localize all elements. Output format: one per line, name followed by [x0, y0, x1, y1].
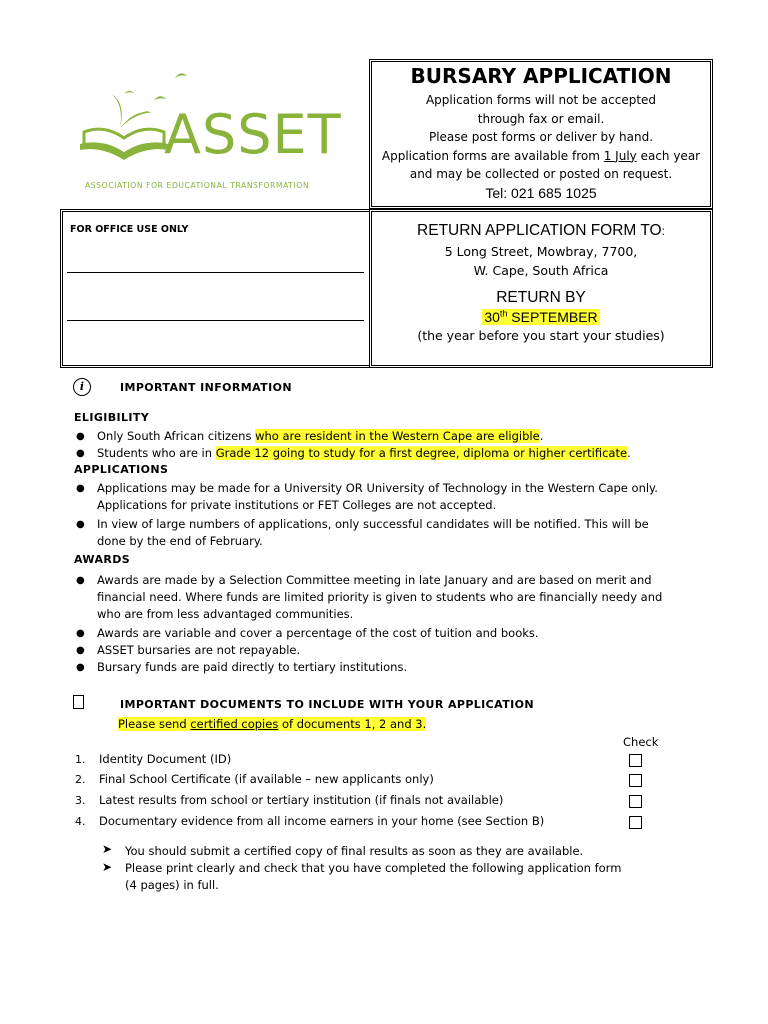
date-day: 30	[484, 308, 500, 325]
section-heading: IMPORTANT DOCUMENTS TO INCLUDE WITH YOUR APPLICATION	[120, 698, 534, 711]
document-item: Documentary evidence from all income earners in your home (see Section B)	[99, 814, 545, 828]
highlighted-text: who are resident in the Western Cape are eligible	[255, 429, 540, 443]
notice-line: Application forms will not be accepted	[425, 93, 657, 107]
list-item	[97, 572, 662, 623]
item-text: Awards are made by a Selection Committee meeting in late January and are based on merit and	[97, 573, 652, 587]
item-text: .	[539, 429, 544, 443]
bullet-icon: ●	[76, 519, 85, 530]
item-number: 4.	[75, 815, 86, 828]
list-item: ASSET bursaries are not repayable.	[97, 643, 301, 657]
return-address	[372, 243, 710, 280]
arrow-bullet-icon: ➤	[102, 842, 113, 856]
date-suffix: th	[499, 308, 508, 318]
send-instruction	[118, 716, 426, 733]
certified-copies-text: certified copies	[190, 717, 279, 731]
notice-line: Please post forms or deliver by hand.	[428, 130, 654, 144]
document-checkbox[interactable]	[629, 774, 642, 787]
telephone: Tel: 021 685 1025	[485, 184, 597, 201]
notice-text: each year	[636, 148, 701, 163]
return-by-date	[372, 308, 710, 325]
document-checkbox[interactable]	[629, 795, 642, 808]
document-checkbox[interactable]	[629, 754, 642, 767]
office-field-line[interactable]	[67, 320, 364, 321]
office-field-line[interactable]	[67, 272, 364, 273]
return-title-colon: :	[661, 224, 665, 238]
office-use-label: FOR OFFICE USE ONLY	[70, 224, 189, 235]
note-text: (4 pages) in full.	[125, 878, 219, 892]
page-title: BURSARY APPLICATION	[410, 64, 672, 88]
item-text: Applications for private institutions or FET Colleges are not accepted.	[97, 498, 497, 512]
notice-line: through fax or email.	[477, 111, 605, 126]
bullet-icon: ●	[76, 431, 85, 442]
address-line: W. Cape, South Africa	[473, 262, 609, 278]
item-text: .	[627, 446, 631, 460]
item-text: financial need. Where funds are limited priority is given to students who are financially needy and	[97, 590, 663, 604]
item-number: 3.	[75, 794, 86, 807]
address-line: 5 Long Street, Mowbray, 7700,	[444, 244, 638, 259]
list-item: Bursary funds are paid directly to tertiary institutions.	[97, 660, 408, 674]
item-text: In view of large numbers of applications, only successful candidates will be notified. This will be	[97, 517, 649, 531]
item-number: 2.	[75, 773, 86, 786]
return-title-text: RETURN APPLICATION FORM TO	[417, 222, 662, 239]
bullet-icon: ●	[76, 662, 85, 673]
highlighted-text: Grade 12 going to study for a first degree, diploma or higher certificate	[215, 446, 628, 460]
eligibility-heading: ELIGIBILITY	[74, 411, 150, 424]
availability-date: 1 July	[603, 148, 637, 163]
bullet-icon: ●	[76, 448, 85, 459]
item-text: who are from less advantaged communities.	[97, 607, 354, 621]
logo-subtitle: ASSOCIATION FOR EDUCATIONAL TRANSFORMATION	[85, 181, 310, 190]
document-checkbox[interactable]	[629, 816, 642, 829]
document-item: Final School Certificate (if available – new applicants only)	[99, 772, 434, 786]
item-text: Students who are in	[97, 446, 216, 460]
return-by-label: RETURN BY	[496, 289, 586, 306]
document-icon	[73, 695, 84, 709]
document-item: Latest results from school or tertiary institution (if finals not available)	[99, 793, 504, 807]
list-item	[97, 445, 631, 462]
item-text: Only South African citizens	[97, 429, 256, 443]
notice-line: and may be collected or posted on request.	[409, 167, 673, 181]
info-icon: i	[73, 378, 91, 396]
notice-text: Application forms are available from	[381, 148, 604, 163]
list-item: Awards are variable and cover a percentage of the cost of tuition and books.	[97, 626, 539, 640]
item-number: 1.	[75, 753, 86, 766]
item-text: Applications may be made for a University OR University of Technology in the Western Cape only.	[97, 481, 658, 495]
return-note: (the year before you start your studies)	[417, 328, 665, 343]
bullet-icon: ●	[76, 575, 85, 586]
notice-line	[372, 147, 710, 166]
list-item	[97, 480, 658, 514]
note-text: Please print clearly and check that you have completed the following application form	[125, 861, 622, 875]
bullet-icon: ●	[76, 628, 85, 639]
list-item	[97, 428, 543, 445]
awards-heading: AWARDS	[74, 553, 131, 566]
arrow-bullet-icon: ➤	[102, 860, 113, 874]
instruction-text: Please send	[118, 717, 191, 731]
check-column-label: Check	[623, 735, 659, 749]
note-item: You should submit a certified copy of final results as soon as they are available.	[125, 844, 584, 858]
applications-heading: APPLICATIONS	[74, 463, 169, 476]
bullet-icon: ●	[76, 645, 85, 656]
date-month: SEPTEMBER	[507, 308, 598, 325]
section-heading: IMPORTANT INFORMATION	[120, 381, 292, 394]
logo-wordmark: ASSET	[164, 103, 342, 166]
document-item: Identity Document (ID)	[99, 752, 232, 766]
return-title	[372, 222, 710, 240]
list-item	[97, 516, 649, 550]
instruction-text: of documents 1, 2 and 3.	[278, 717, 427, 731]
note-item	[125, 860, 621, 894]
bursary-notice	[372, 91, 710, 202]
bullet-icon: ●	[76, 483, 85, 494]
item-text: done by the end of February.	[97, 534, 263, 548]
